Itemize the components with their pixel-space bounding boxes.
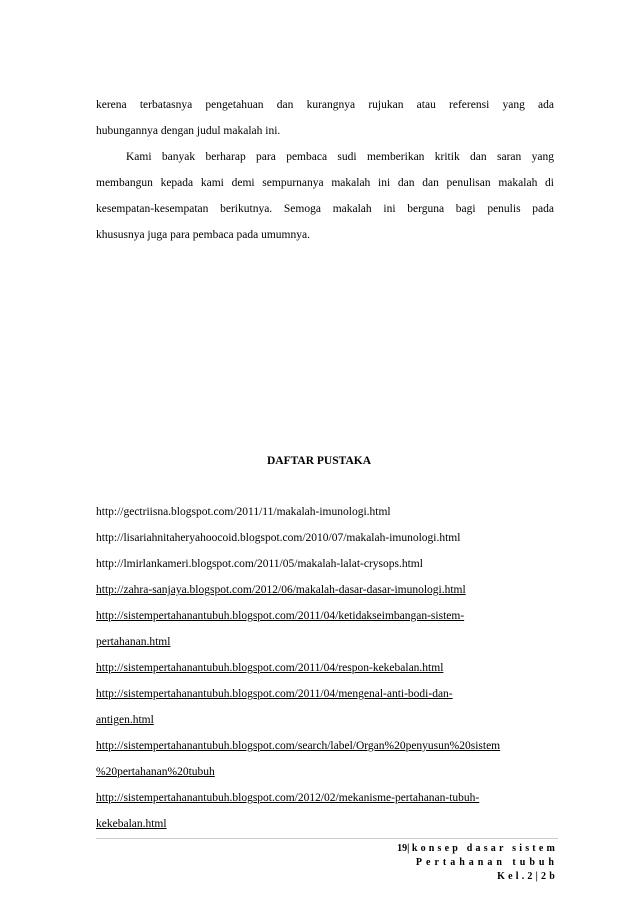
body-line-2: hubungannya dengan judul makalah ini. [96, 125, 281, 137]
body-line-5: kesempatan-kesempatan berikutnya. Semoga makalah ini berguna bagi penulis pada [96, 203, 554, 215]
footer-title-line-1 [397, 843, 558, 855]
reference-link[interactable]: http://sistempertahanantubuh.blogspot.com/search/label/Organ%20penyusun%20sistem [96, 740, 501, 752]
footer-title-1: konsep dasar sistem [411, 843, 558, 854]
bibliography-heading: DAFTAR PUSTAKA [266, 455, 372, 467]
reference-link[interactable]: http://lmirlankameri.blogspot.com/2011/05/makalah-lalat-crysops.html [96, 558, 423, 570]
reference-link[interactable]: http://sistempertahanantubuh.blogspot.com/2012/02/mekanisme-pertahanan-tubuh- [96, 792, 480, 804]
footer-group: Kel.2|2b [497, 871, 558, 882]
page-number: 19 [397, 843, 408, 854]
reference-link-continuation[interactable]: pertahanan.html [96, 636, 171, 648]
footer-divider [96, 838, 558, 839]
reference-link[interactable]: http://gectriisna.blogspot.com/2011/11/makalah-imunologi.html [96, 506, 391, 518]
reference-link[interactable]: http://zahra-sanjaya.blogspot.com/2012/06/makalah-dasar-dasar-imunologi.html [96, 584, 466, 596]
reference-link[interactable]: http://lisariahnitaheryahoocoid.blogspot.com/2010/07/makalah-imunologi.html [96, 532, 461, 544]
body-line-6: khususnya juga para pembaca pada umumnya. [96, 229, 310, 241]
reference-link[interactable]: http://sistempertahanantubuh.blogspot.com/2011/04/mengenal-anti-bodi-dan- [96, 688, 453, 700]
footer-separator: | [407, 843, 410, 854]
reference-link[interactable]: http://sistempertahanantubuh.blogspot.com/2011/04/respon-kekebalan.html [96, 662, 444, 674]
footer-group-line [497, 871, 558, 883]
reference-link[interactable]: http://sistempertahanantubuh.blogspot.com/2011/04/ketidakseimbangan-sistem- [96, 610, 465, 622]
body-line-4: membangun kepada kami demi sempurnanya makalah ini dan dan penulisan makalah di [96, 177, 554, 189]
reference-link-continuation[interactable]: %20pertahanan%20tubuh [96, 766, 215, 778]
body-line-1: kerena terbatasnya pengetahuan dan kurangnya rujukan atau referensi yang ada [96, 99, 554, 111]
body-line-3: Kami banyak berharap para pembaca sudi memberikan kritik dan saran yang [126, 151, 554, 163]
footer-title-2: Pertahanan tubuh [415, 857, 558, 868]
reference-link-continuation[interactable]: kekebalan.html [96, 818, 167, 830]
footer-title-line-2 [416, 857, 558, 869]
reference-link-continuation[interactable]: antigen.html [96, 714, 154, 726]
